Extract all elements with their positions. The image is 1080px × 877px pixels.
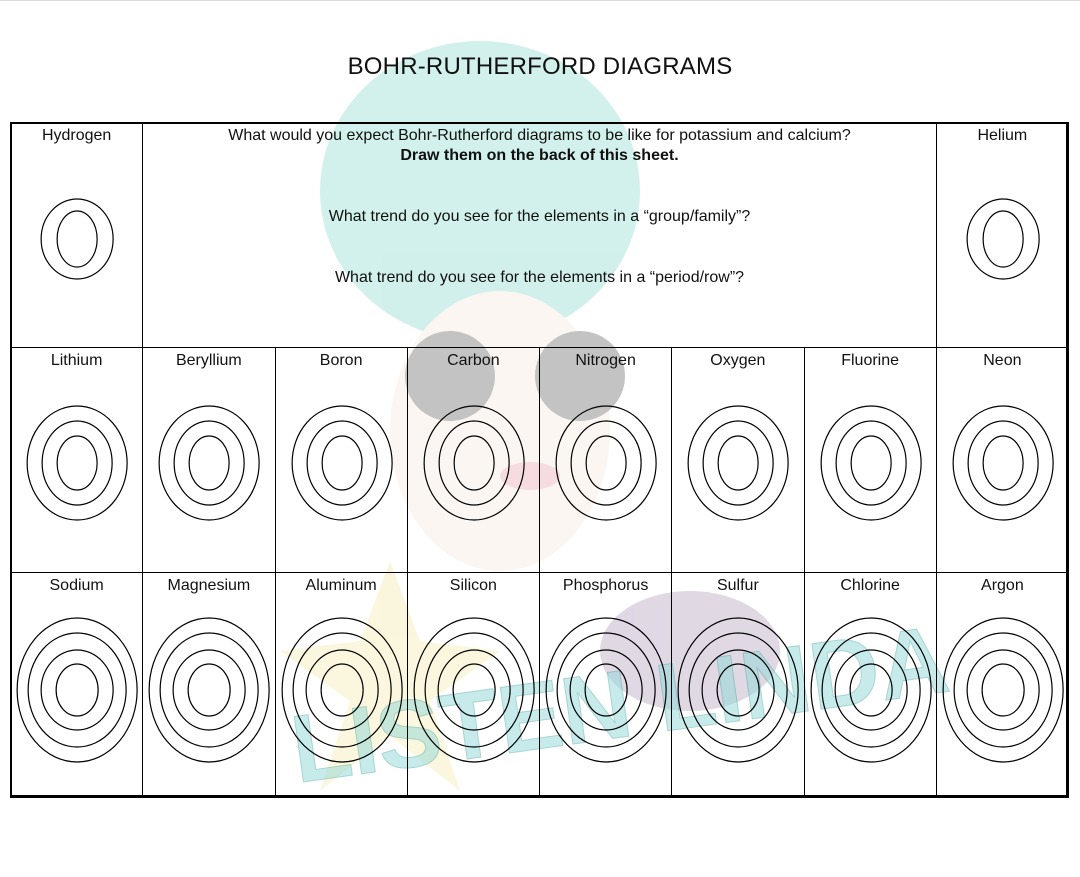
bohr-diagram — [937, 123, 1069, 348]
element-name: Argon — [981, 577, 1024, 594]
bohr-diagram — [672, 348, 804, 573]
nucleus-ring — [321, 664, 363, 716]
question-q1: What would you expect Bohr-Rutherford diagrams to be like for potassium and calcium? — [228, 127, 851, 144]
element-cell-sulfur — [671, 572, 804, 798]
element-name: Helium — [977, 127, 1028, 144]
nucleus-ring — [717, 664, 759, 716]
question-q1-instruction: Draw them on the back of this sheet. — [400, 147, 679, 164]
element-cell-fluorine — [804, 347, 937, 573]
nucleus-ring — [57, 211, 97, 267]
element-cell-neon — [936, 347, 1069, 573]
element-name: Chlorine — [840, 577, 900, 594]
watermark-logo-text: LISTEN LINDA — [285, 605, 955, 804]
element-name: Neon — [983, 352, 1022, 369]
bohr-diagram — [143, 348, 275, 573]
element-cell-oxygen — [671, 347, 804, 573]
element-name: Boron — [319, 352, 363, 369]
bohr-diagram — [408, 348, 540, 573]
element-cell-nitrogen — [539, 347, 672, 573]
electron-shell — [835, 650, 907, 730]
questions-cell — [142, 122, 937, 348]
electron-shell — [306, 650, 378, 730]
element-cell-argon — [936, 572, 1069, 798]
element-name: Beryllium — [175, 352, 242, 369]
electron-shell — [570, 650, 642, 730]
element-cell-lithium — [10, 347, 143, 573]
bohr-diagram — [11, 348, 143, 573]
nucleus-ring — [585, 664, 627, 716]
element-cell-carbon — [407, 347, 540, 573]
question-q2: What trend do you see for the elements in a “group/family”? — [328, 208, 751, 225]
electron-shell — [149, 618, 269, 762]
element-name: Hydrogen — [41, 127, 112, 144]
electron-shell — [41, 650, 113, 730]
electron-shell — [307, 421, 377, 505]
question-q3: What trend do you see for the elements in a “period/row”? — [334, 269, 745, 286]
element-cell-silicon — [407, 572, 540, 798]
element-cell-magnesium — [142, 572, 275, 798]
bohr-diagram — [540, 573, 672, 798]
electron-shell — [836, 421, 906, 505]
nucleus-ring — [453, 664, 495, 716]
electron-shell — [811, 618, 931, 762]
bohr-diagram — [408, 573, 540, 798]
electron-shell — [174, 421, 244, 505]
nucleus-ring — [56, 664, 98, 716]
nucleus-ring — [983, 211, 1023, 267]
nucleus-ring — [983, 436, 1023, 490]
electron-shell — [967, 650, 1039, 730]
bohr-diagram — [805, 573, 937, 798]
element-cell-chlorine — [804, 572, 937, 798]
element-name: Sodium — [49, 577, 104, 594]
bohr-diagram — [143, 573, 275, 798]
electron-shell — [439, 421, 509, 505]
element-name: Phosphorus — [562, 577, 649, 594]
bohr-diagram — [276, 348, 408, 573]
nucleus-ring — [454, 436, 494, 490]
element-cell-phosphorus — [539, 572, 672, 798]
electron-shell — [438, 650, 510, 730]
element-name: Lithium — [50, 352, 103, 369]
nucleus-ring — [718, 436, 758, 490]
element-cell-aluminum — [275, 572, 408, 798]
nucleus-ring — [188, 664, 230, 716]
electron-shell — [968, 421, 1038, 505]
bohr-diagram — [540, 348, 672, 573]
electron-shell — [42, 421, 112, 505]
electron-shell — [173, 650, 245, 730]
electron-shell — [282, 618, 402, 762]
nucleus-ring — [322, 436, 362, 490]
element-cell-helium — [936, 122, 1069, 348]
bohr-diagram — [805, 348, 937, 573]
bohr-diagram — [11, 123, 143, 348]
electron-shell — [17, 618, 137, 762]
element-cell-hydrogen — [10, 122, 143, 348]
element-name: Sulfur — [716, 577, 759, 594]
element-grid — [10, 122, 1068, 797]
electron-shell — [703, 421, 773, 505]
electron-shell — [571, 421, 641, 505]
nucleus-ring — [982, 664, 1024, 716]
nucleus-ring — [586, 436, 626, 490]
electron-shell — [414, 618, 534, 762]
nucleus-ring — [850, 664, 892, 716]
element-name: Oxygen — [710, 352, 766, 369]
nucleus-ring — [189, 436, 229, 490]
page-title: BOHR-RUTHERFORD DIAGRAMS — [347, 53, 733, 80]
bohr-diagram — [276, 573, 408, 798]
electron-shell — [702, 650, 774, 730]
electron-shell — [943, 618, 1063, 762]
element-name: Aluminum — [305, 577, 377, 594]
element-cell-sodium — [10, 572, 143, 798]
bohr-diagram — [937, 348, 1069, 573]
electron-shell — [678, 618, 798, 762]
element-name: Magnesium — [167, 577, 251, 594]
bohr-diagram — [672, 573, 804, 798]
bohr-diagram — [11, 573, 143, 798]
electron-shell — [546, 618, 666, 762]
bohr-diagram — [937, 573, 1069, 798]
nucleus-ring — [851, 436, 891, 490]
element-cell-boron — [275, 347, 408, 573]
element-name: Nitrogen — [575, 352, 636, 369]
element-name: Fluorine — [841, 352, 900, 369]
nucleus-ring — [57, 436, 97, 490]
element-name: Silicon — [449, 577, 497, 594]
element-cell-beryllium — [142, 347, 275, 573]
element-name: Carbon — [447, 352, 500, 369]
